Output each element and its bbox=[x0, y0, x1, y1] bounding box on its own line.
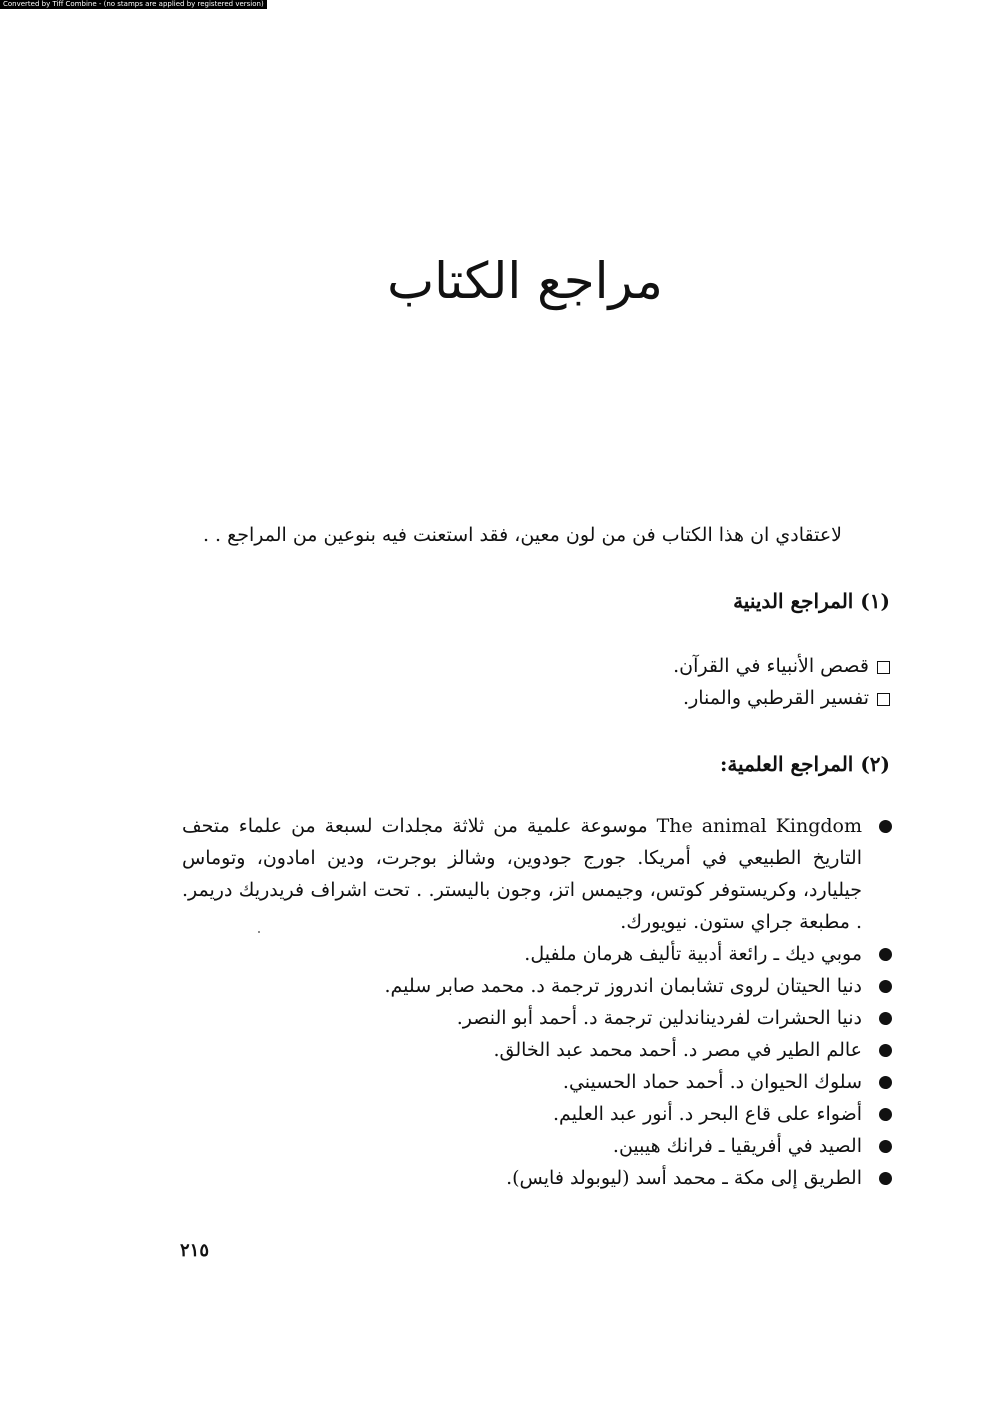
list-item: تفسير القرطبي والمنار. bbox=[673, 682, 890, 714]
reference-text: موبي ديك ـ رائعة أدبية تأليف هرمان ملفيل. bbox=[524, 943, 862, 965]
reference-text: عالم الطير في مصر د. أحمد محمد عبد الخالق. bbox=[493, 1039, 862, 1061]
bullet-icon bbox=[879, 1044, 892, 1057]
religious-references-list bbox=[673, 650, 890, 714]
reference-text: أضواء على قاع البحر د. أنور عبد العليم. bbox=[553, 1103, 862, 1125]
bullet-icon bbox=[879, 820, 892, 833]
scientific-references-list bbox=[182, 810, 892, 1194]
book-title-latin: The animal Kingdom bbox=[656, 815, 862, 837]
list-item bbox=[182, 970, 892, 1002]
converter-banner: Converted by Tiff Combine - (no stamps are applied by registered version) bbox=[0, 0, 267, 9]
list-item bbox=[182, 1098, 892, 1130]
page-title: مراجع الكتاب bbox=[387, 252, 663, 310]
bullet-icon bbox=[879, 1140, 892, 1153]
list-item bbox=[182, 938, 892, 970]
bullet-icon bbox=[879, 1108, 892, 1121]
list-item bbox=[182, 1002, 892, 1034]
bullet-icon bbox=[879, 948, 892, 961]
scientific-references-heading: (٢) المراجع العلمية: bbox=[719, 752, 890, 776]
reference-text: الصيد في أفريقيا ـ فرانك هيبين. bbox=[612, 1135, 862, 1157]
intro-paragraph: لاعتقادي ان هذا الكتاب فن من لون معين، فقد استعنت فيه بنوعين من المراجع . . bbox=[202, 524, 842, 546]
reference-text: دنيا الحيتان لروى تشابمان اندروز ترجمة د. محمد صابر سليم. bbox=[384, 975, 862, 997]
bullet-icon bbox=[879, 980, 892, 993]
bullet-icon bbox=[879, 1012, 892, 1025]
reference-text: الطريق إلى مكة ـ محمد أسد (ليوبولد فايس). bbox=[506, 1167, 862, 1189]
reference-text: دنيا الحشرات لفرديناندلين ترجمة د. أحمد أبو النصر. bbox=[456, 1007, 862, 1029]
list-item bbox=[182, 1034, 892, 1066]
checkbox-square-icon bbox=[877, 693, 890, 706]
stray-dot bbox=[258, 931, 260, 933]
list-item bbox=[182, 1162, 892, 1194]
list-item bbox=[182, 810, 892, 938]
reference-text: موسوعة علمية من ثلاثة مجلدات لسبعة من علماء متحف التاريخ الطبيعي في أمريكا. جورج جودوين، وشالز بوجرت، ودين امادون، وتوماس جيليارد، وكريستوفر كوتس، وجيمس اتز، وجون باليستر. . تحت اشراف فريدريك دريمر. . مطبعة جراي ستون. نيويورك. bbox=[182, 815, 862, 933]
list-item bbox=[182, 1130, 892, 1162]
bullet-icon bbox=[879, 1172, 892, 1185]
bullet-icon bbox=[879, 1076, 892, 1089]
page-number: ٢١٥ bbox=[180, 1240, 210, 1261]
reference-text: سلوك الحيوان د. أحمد حماد الحسيني. bbox=[562, 1071, 862, 1093]
list-item: قصص الأنبياء في القرآن. bbox=[673, 650, 890, 682]
list-item bbox=[182, 1066, 892, 1098]
checkbox-square-icon bbox=[877, 661, 890, 674]
religious-references-heading: (١) المراجع الدينية bbox=[733, 589, 890, 613]
